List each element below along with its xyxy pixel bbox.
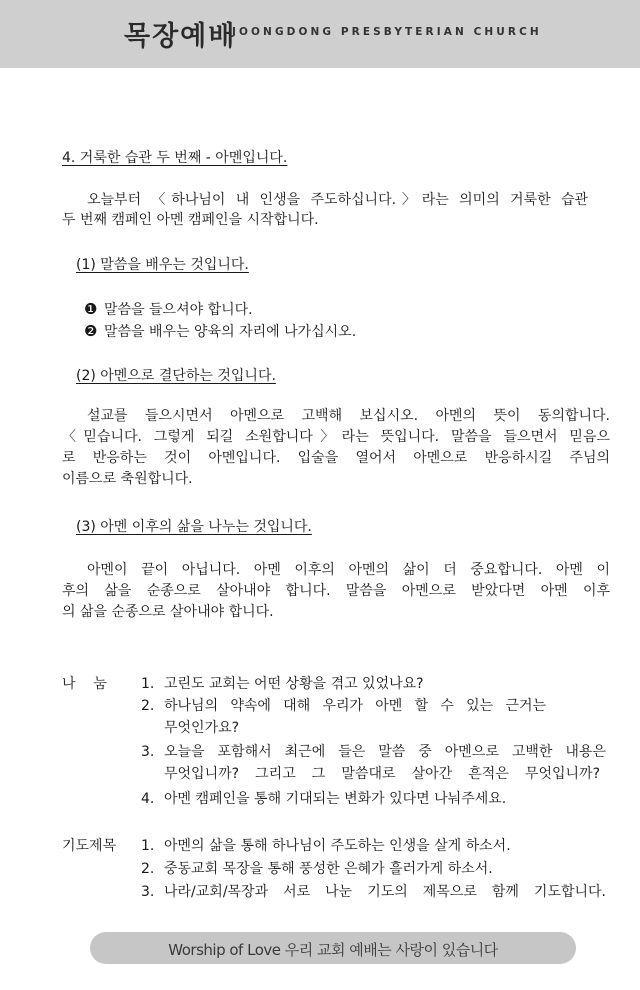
paragraph-line: 설교를 들으시면서 아멘으로 고백해 보십시오. 아멘의 뜻이 동의합니다. (87, 408, 610, 424)
prayer-number: 3. (141, 884, 155, 900)
bullet-item (84, 321, 356, 342)
sharing-number: 4. (141, 791, 155, 807)
intro-line: 두 번째 캠페인 아멘 캠페인을 시작합니다. (62, 212, 319, 228)
section-heading: 4. 거룩한 습관 두 번째 - 아멘입니다. (62, 150, 288, 166)
sharing-question-cont: 무엇입니까? 그리고 그 말씀대로 살아간 흔적은 무엇입니까? (164, 766, 600, 782)
prayer-item: 중동교회 목장을 통해 풍성한 은혜가 흘러가게 하소서. (164, 861, 493, 877)
prayer-item: 나라/교회/목장과 서로 나눈 기도의 제목으로 함께 기도합니다. (164, 884, 606, 900)
sharing-question: 하나님의 약속에 대해 우리가 아멘 할 수 있는 근거는 (164, 698, 546, 714)
footer-text: Worship of Love 우리 교회 예배는 사랑이 있습니다 (168, 941, 498, 959)
subheading-1: (1) 말씀을 배우는 것입니다. (76, 257, 249, 273)
bullet-text: 말씀을 들으셔야 합니다. (104, 302, 253, 318)
prayer-number: 1. (141, 838, 155, 854)
sharing-question: 고린도 교회는 어떤 상황을 겪고 있었나요? (164, 676, 424, 692)
paragraph-line: 의 삶을 순종으로 살아내야 합니다. (62, 604, 274, 620)
sub2-paragraph (62, 406, 610, 490)
sharing-number: 3. (141, 744, 155, 760)
footer-banner (90, 932, 576, 964)
sharing-question: 오늘을 포함해서 최근에 들은 말씀 중 아멘으로 고백한 내용은 (164, 744, 606, 760)
header-subtitle: JOONGDONG PRESBYTERIAN CHURCH (232, 26, 542, 38)
sharing-number: 2. (141, 698, 155, 714)
sharing-number: 1. (141, 676, 155, 692)
paragraph-line: 아멘이 끝이 아닙니다. 아멘 이후의 아멘의 삶이 더 중요합니다. 아멘 이 (87, 562, 610, 578)
header-title: 목장예배 (124, 21, 237, 52)
paragraph-line: 로 반응하는 것이 아멘입니다. 입술을 열어서 아멘으로 반응하시길 주님의 (62, 450, 610, 466)
bullet-text: 말씀을 배우는 양육의 자리에 나가십시오. (104, 324, 357, 340)
sharing-label: 나 눔 (62, 676, 107, 692)
subheading-3: (3) 아멘 이후의 삶을 나누는 것입니다. (76, 519, 312, 535)
paragraph-line: 〈믿습니다. 그렇게 되길 소원합니다〉라는 뜻입니다. 말씀을 들으면서 믿음으 (62, 429, 610, 445)
subheading-2: (2) 아멘으로 결단하는 것입니다. (76, 368, 276, 384)
sharing-question-cont: 무엇인가요? (164, 720, 240, 736)
number-marker: ❶ (84, 300, 98, 318)
sub3-paragraph (62, 560, 610, 623)
prayer-item: 아멘의 삶을 통해 하나님이 주도하는 인생을 살게 하소서. (164, 838, 511, 854)
intro-paragraph (62, 190, 588, 230)
prayer-label: 기도제목 (62, 838, 117, 854)
sharing-question: 아멘 캠페인을 통해 기대되는 변화가 있다면 나눠주세요. (164, 791, 507, 807)
bullet-item (84, 299, 253, 320)
paragraph-line: 후의 삶을 순종으로 살아내야 합니다. 말씀을 아멘으로 받았다면 아멘 이후 (62, 583, 610, 599)
intro-line: 오늘부터 〈하나님이 내 인생을 주도하십니다.〉라는 의미의 거룩한 습관 (87, 192, 588, 208)
number-marker: ❷ (84, 322, 98, 340)
prayer-number: 2. (141, 861, 155, 877)
paragraph-line: 이름으로 축원합니다. (62, 471, 193, 487)
page-header (0, 0, 640, 68)
